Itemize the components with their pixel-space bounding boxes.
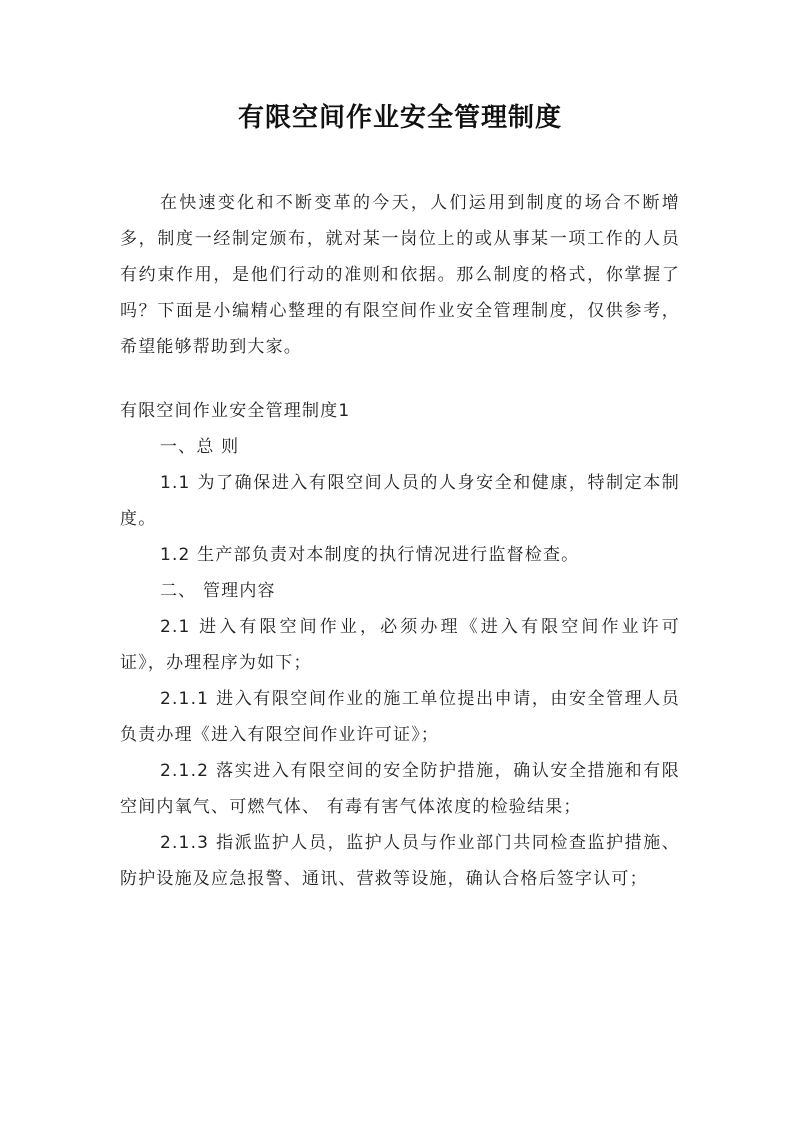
document-body bbox=[120, 185, 680, 897]
intro-paragraph: 在快速变化和不断变革的今天，人们运用到制度的场合不断增多，制度一经制定颁布，就对某一岗位上的或从事某一项工作的人员有约束作用，是他们行动的准则和依据。那么制度的格式，你掌握了吗？下面是小编精心整理的有限空间作业安全管理制度，仅供参考，希望能够帮助到大家。 bbox=[120, 193, 680, 357]
paragraph: 2.1.3 指派监护人员，监护人员与作业部门共同检查监护措施、防护设施及应急报警、通讯、营救等设施，确认合格后签字认可； bbox=[120, 833, 680, 889]
paragraph: 2.1.2 落实进入有限空间的安全防护措施，确认安全措施和有限空间内氧气、可燃气体、 有毒有害气体浓度的检验结果； bbox=[120, 761, 680, 817]
paragraph: 1.1 为了确保进入有限空间人员的人身安全和健康，特制定本制度。 bbox=[120, 473, 680, 529]
section-heading: 有限空间作业安全管理制度1 bbox=[120, 401, 351, 421]
document-title: 有限空间作业安全管理制度 bbox=[237, 103, 562, 133]
paragraph: 2.1.1 进入有限空间作业的施工单位提出申请，由安全管理人员负责办理《进入有限空间作业许可证》； bbox=[120, 689, 680, 745]
paragraph: 二、 管理内容 bbox=[159, 581, 276, 601]
paragraph: 1.2 生产部负责对本制度的执行情况进行监督检查。 bbox=[159, 545, 580, 565]
paragraph: 2.1 进入有限空间作业，必须办理《进入有限空间作业许可证》，办理程序为如下； bbox=[120, 617, 680, 673]
paragraph: 一、总 则 bbox=[159, 437, 240, 457]
spacer bbox=[120, 365, 680, 393]
